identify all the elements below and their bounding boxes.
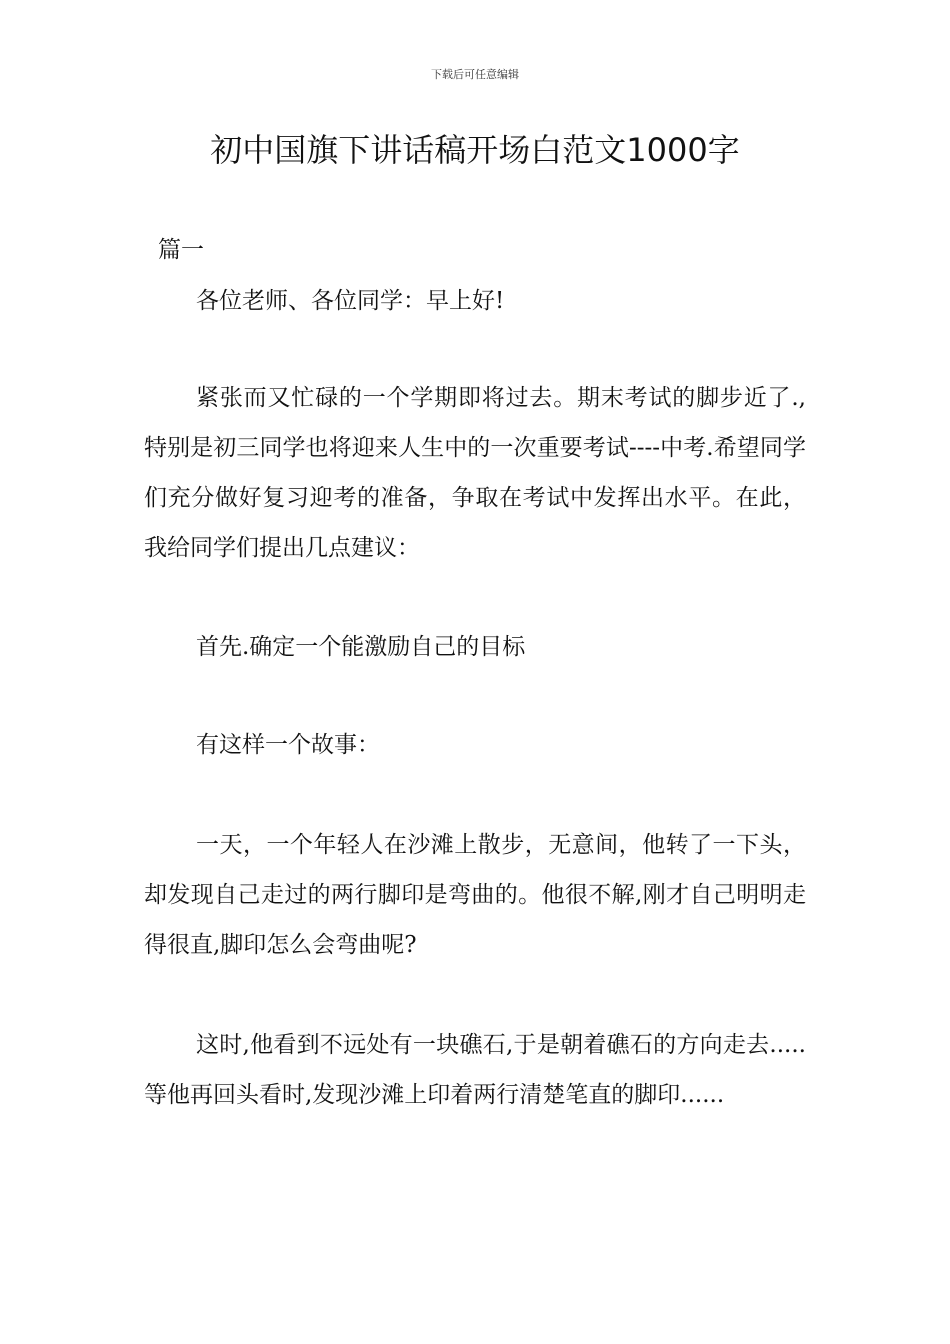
paragraph-story-part-2: 这时,他看到不远处有一块礁石,于是朝着礁石的方向走去.....等他再回头看时,发现沙滩上印着两行清楚笔直的脚印......: [144, 1032, 806, 1108]
paragraph-intro: 紧张而又忙碌的一个学期即将过去。期末考试的脚步近了.,特别是初三同学也将迎来人生中的一次重要考试----中考.希望同学们充分做好复习迎考的准备，争取在考试中发挥出水平。在此，我给同学们提出几点建议：: [144, 385, 806, 561]
paragraph-story-intro: 有这样一个故事：: [196, 732, 380, 758]
section-label: 篇一: [158, 237, 204, 263]
document-title: 初中国旗下讲话稿开场白范文1000字: [210, 131, 740, 169]
paragraph-first-point: 首先.确定一个能激励自己的目标: [196, 634, 526, 660]
header-note: 下载后可任意编辑: [431, 68, 519, 81]
paragraph-greeting: 各位老师、各位同学：早上好!: [196, 288, 505, 314]
paragraph-story-part-1: 一天，一个年轻人在沙滩上散步，无意间，他转了一下头，却发现自己走过的两行脚印是弯曲的。他很不解,刚才自己明明走得很直,脚印怎么会弯曲呢?: [144, 832, 806, 958]
